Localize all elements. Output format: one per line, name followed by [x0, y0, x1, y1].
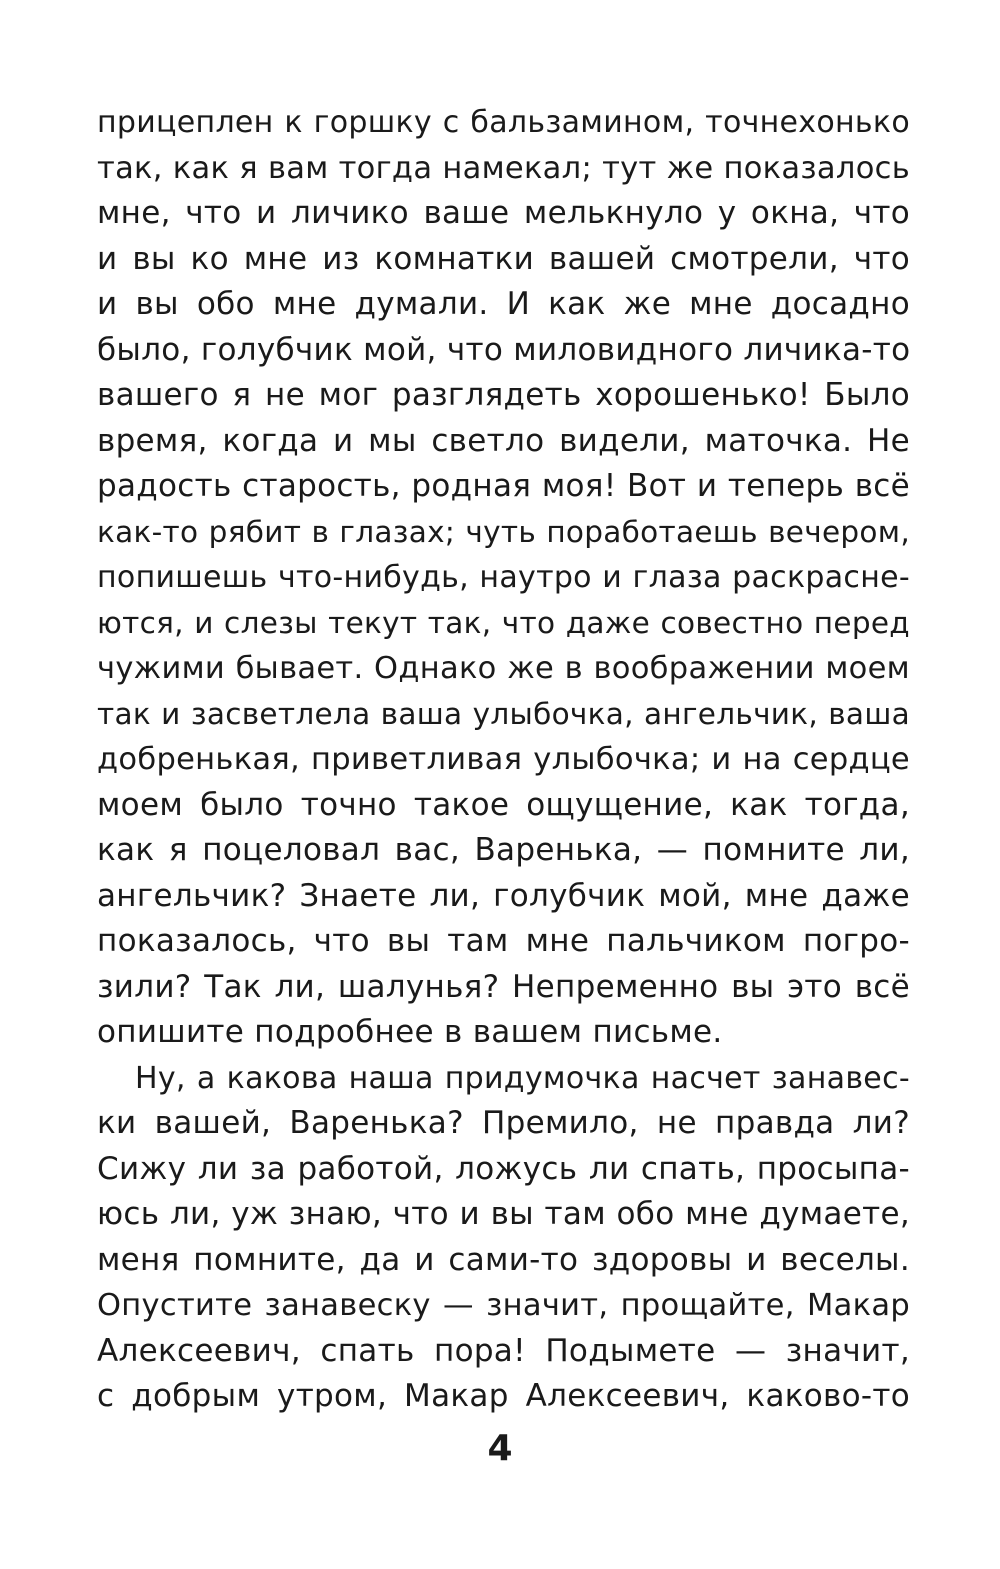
text-line: показалось, что вы там мне пальчиком погро- — [97, 923, 910, 959]
text-line: так, как я вам тогда намекал; тут же показалось — [97, 150, 910, 186]
text-line: радость старость, родная моя! Вот и теперь всё — [97, 468, 910, 504]
text-line: было, голубчик мой, что миловидного личика-то — [97, 331, 911, 368]
text-line: Алексеевич, спать пора! Подымете — значит, — [97, 1332, 910, 1369]
text-line: опишите подробнее в вашем письме. — [97, 1014, 723, 1050]
text-line: Сижу ли за работой, ложусь ли спать, просыпа- — [97, 1150, 910, 1187]
text-line: и вы обо мне думали. И как же мне досадно — [97, 286, 910, 322]
text-line: и вы ко мне из комнатки вашей смотрели, что — [97, 240, 910, 277]
text-line: ангельчик? Знаете ли, голубчик мой, мне даже — [97, 877, 910, 914]
text-line: ются, и слезы текут так, что даже совестно перед — [97, 605, 910, 640]
text-line: как-то рябит в глазах; чуть поработаешь вечером, — [97, 514, 910, 549]
text-line: моем было точно такое ощущение, как тогда, — [97, 786, 910, 823]
text-line: как я поцеловал вас, Варенька, — помните ли, — [97, 832, 910, 868]
text-line: зили? Так ли, шалунья? Непременно вы это всё — [97, 968, 910, 1005]
body-text — [97, 100, 910, 1420]
text-line: мне, что и личико ваше мелькнуло у окна, что — [97, 195, 910, 231]
text-line: Опустите занавеску — значит, прощайте, Макар — [97, 1288, 910, 1323]
text-line: ки вашей, Варенька? Премило, не правда ли? — [97, 1105, 910, 1141]
page-number: 4 — [487, 1428, 513, 1469]
text-line: время, когда и мы светло видели, маточка. Не — [97, 422, 910, 459]
text-line: вашего я не мог разглядеть хорошенько! Было — [97, 377, 910, 413]
text-line: с добрым утром, Макар Алексеевич, каково-то — [97, 1378, 910, 1414]
text-line: прицеплен к горшку с бальзамином, точнехонько — [97, 105, 910, 140]
text-line: Ну, а какова наша придумочка насчет занавес- — [135, 1060, 910, 1096]
text-line: добренькая, приветливая улыбочка; и на сердце — [97, 742, 910, 777]
text-line: попишешь что-нибудь, наутро и глаза раскрасне- — [97, 560, 910, 595]
text-line: юсь ли, уж знаю, что и вы там обо мне думаете, — [97, 1196, 910, 1232]
text-line: так и засветлела ваша улыбочка, ангельчик, ваша — [97, 696, 910, 731]
text-line: меня помните, да и сами-то здоровы и веселы. — [97, 1241, 910, 1278]
text-line: чужими бывает. Однако же в воображении моем — [97, 651, 910, 686]
